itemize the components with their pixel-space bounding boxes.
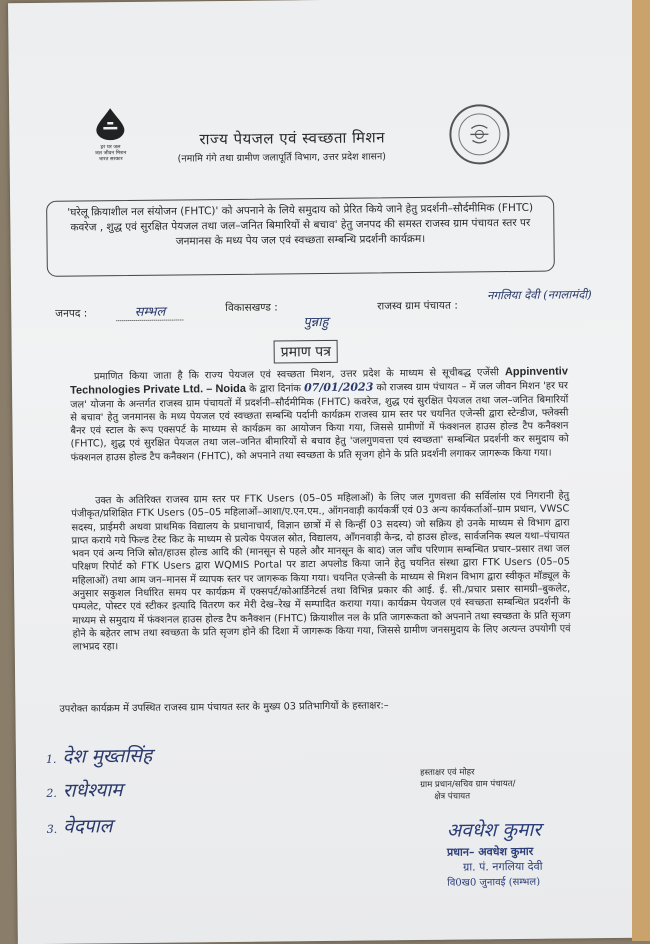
district-value: सम्भल — [117, 304, 184, 321]
participant-name: वेदपाल — [63, 815, 113, 838]
participant-number: 2. — [46, 786, 57, 800]
para1-line-c: को राजस्व ग्राम पंचायत – — [376, 381, 467, 394]
logo-text-1: हर घर जल — [100, 144, 121, 151]
program-box-text: 'घरेलू क्रियाशील नल संयोजन (FHTC)' को अपनाने के लिये समुदाय को प्रेरित किये जाने हेतु प्रदर्शनी–सौर्दमीमिक (FHTC) कवरेज , शुद्ध एवं सुरक्षित पेयजल तथा जल–जनित बिमारियों से बचाव' हेतु जनपद की समस्त राजस्व ग्राम पंचायत स्तर पर जनमानस के मध्य पेय जल एवं स्वच्छता सम्बन्धि प्रदर्शनी कार्यक्रम। — [67, 201, 534, 248]
panchayat-label: राजस्व ग्राम पंचायत : — [377, 299, 458, 313]
participant-number: 3. — [46, 822, 58, 836]
block-field — [225, 300, 278, 315]
district-field — [55, 301, 183, 320]
participant-signature-3 — [46, 812, 112, 839]
participant-signature-1 — [46, 742, 153, 769]
up-government-emblem — [449, 104, 510, 165]
official-stamp — [447, 816, 543, 889]
logo-text-2: जल जीवन मिशन — [94, 150, 127, 157]
certificate-paragraph-2 — [71, 489, 571, 654]
logo-text-3: भारत सरकार — [98, 156, 123, 163]
participants-intro: उपरोक्त कार्यक्रम में उपस्थित राजस्व ग्राम पंचायत स्तर के मुख्य 03 प्रतिभागियों के हस्ताक्षर:– — [59, 700, 389, 715]
mission-subtitle: (नमामि गंगे तथा ग्रामीण जलापूर्ति विभाग, उत्तर प्रदेश शासन) — [177, 151, 386, 165]
water-drop-icon — [87, 106, 133, 140]
stamp-line-1: प्रधान– अवधेश कुमार — [446, 844, 534, 859]
certificate-heading: प्रमाण पत्र — [274, 340, 338, 364]
panchayat-field — [377, 299, 458, 314]
stamp-line-2: ग्रा. पं. नगलिया देवी — [463, 859, 543, 874]
para1-line-b: के द्वारा दिनांक — [249, 383, 301, 396]
signatory-line-1: हस्ताक्षर एवं मोहर — [420, 767, 475, 779]
para1-rest: में जल जीवन मिशन 'हर घर जल' योजना के अन्तर्गत राजस्व ग्राम पंचायतों में प्रदर्शनी–सौर्दमीमिक (FHTC) कवरेज, शुद्ध एवं सुरक्षित पेयजल तथा जल–जनित बिमारियों से बचाव' हेतु जनमानस के मध्य पेयजल एवं स्वच्छता सम्बन्धि पर्दानी कार्यक्रम राजस्व ग्राम स्तर पर चयनित एजेन्सी द्वारा स्टेन्डीज, फ्लेक्सी बैनर एवं स्टाल के रूप एक्सपर्ट के माध्यम से कार्यक्रम का आयोजन किया गया, जिससे ग्रामीणों में फंक्शनल हाउस होल्ड टैप कनैक्शन (FHTC), शुद्ध एवं सुरक्षित पेयजल तथा जल–जनित बीमारियों से बचाव हेतु 'जलगुणवत्ता एवं स्वच्छता' सम्बन्धित प्रदर्शनी कर समुदाय को फंक्शनल हाउस होल्ड टैप कनैक्शन (FHTC), को अपनाने तथा स्वच्छता के प्रति सृजग होने के प्रति प्रदर्शनी लगाकर जागरूक किया गया। — [70, 380, 569, 464]
document-page — [8, 0, 646, 944]
panchayat-value: नगलिया देवी (नगलामंदी) — [487, 287, 592, 303]
participant-number: 1. — [45, 752, 57, 766]
agency-name: Appinventiv Technologies Private Ltd. – Noida — [70, 365, 568, 397]
district-label: जनपद : — [55, 307, 88, 320]
signatory-signature: अवधेश कुमार — [446, 818, 542, 842]
certificate-paragraph-1 — [70, 365, 569, 464]
mission-title: राज्य पेयजल एवं स्वच्छता मिशन — [199, 128, 386, 149]
signatory-block — [420, 766, 516, 803]
emblem-icon — [459, 114, 499, 154]
signatory-line-3: क्षेत्र पंचायत — [434, 791, 471, 802]
jal-jeevan-mission-logo — [87, 106, 134, 162]
emblem-inner-circle — [458, 113, 500, 155]
background-edge — [632, 0, 650, 941]
block-value: पुन्नाहु — [303, 314, 329, 331]
block-label: विकासखण्ड : — [225, 301, 278, 315]
event-date: 07/01/2023 — [303, 380, 374, 395]
para1-line-a: प्रमाणित किया जाता है कि राज्य पेयजल एवं स्वच्छता मिशन, उत्तर प्रदेश के माध्यम से सूचीबद्ध एजेंसी — [93, 367, 499, 383]
participant-name: देश मुख्तसिंह — [62, 744, 153, 768]
para2-text: उक्त के अतिरिक्त राजस्व ग्राम स्तर पर FTK Users (05–05 महिलाओं) के लिए जल गुणवत्ता की सर्विलांस एवं निगरानी हेतु पंजीकृत/प्रशिक्षित FTK Users (05–05 महिलाओं–आशा/ए.एन.एम., ऑगनवाड़ी कार्यकर्त्री एवं 03 अन्य कार्यकर्ताओं–ग्राम प्रधान, VWSC सदस्य, प्राईमरी अथवा प्राथमिक विद्यालय के प्रधानाचार्य, विज्ञान छात्रों में से किन्हीं 03 सदस्य) जो सक्रिय हो उनके माध्यम से विभाग द्वारा प्राप्त कराये गये फिल्ड टेस्ट किट के माध्यम से प्रत्येक पेयजल स्रोत, विद्यालय, आँगनवाड़ी केन्द्र, दो हाउस होल्ड, सार्वजनिक स्थल यथा–पंचायत भवन एवं अन्य निजि स्रोत/हाउस होल्ड आदि की (मानसून से पहले और मानसून के बाद) जल जाँच परिणाम सम्बन्धित प्रचार–प्रसार तथा जल परिक्षण रिपोर्ट को FTK Users द्वारा WQMIS Portal पर डाटा अपलोड किया जाने हेतु चयनित संस्था द्वारा FTK Users (05–05 महिलाओं) तथा आम जन–मानस में व्यापक स्तर पर जागरूक किया गया। चयनित एजेन्सी के माध्यम से मिशन विभाग द्वारा स्वीकृत मॉड्यूल के अनुसार सकुशल निर्धारित समय पर कार्यक्रम में एक्सपर्ट/कोआर्डिनेटर्स तथा विभिन्न प्रकार की आई. ई. सी./प्रचार प्रसार सामग्री–बुकलेट, पम्पलेट, पोस्टर एवं स्टीकर इत्यादि वितरण कर मेरी देख–रेख में सम्पादित कराया गया। कार्यक्रम पेयजल एवं स्वच्छता सम्बन्धित प्रदर्शनी के माध्यम से समुदाय में फंक्शनल हाउस होल्ड टैप कनैक्शन (FHTC) क्रियाशील नल के प्रति जागरूकता को अपनाने तथा स्वच्छता के प्रति सृजग होने के बहेतर लाभ तथा स्वच्छता के प्रति सृजग होने की दिशा में जागरूक किया गया, जिससे ग्रामीण जनसमुदाय के लिए अत्यन्त उपयोगी एवं लाभप्रद रहा। — [71, 490, 571, 653]
program-title-box — [46, 196, 555, 277]
stamp-line-3: वि0ख0 जुनावई (सम्भल) — [447, 876, 541, 889]
participant-name: राधेश्याम — [62, 779, 123, 802]
signatory-line-2: ग्राम प्रधान/सचिव ग्राम पंचायत/ — [420, 779, 516, 791]
participant-signature-2 — [46, 776, 123, 803]
